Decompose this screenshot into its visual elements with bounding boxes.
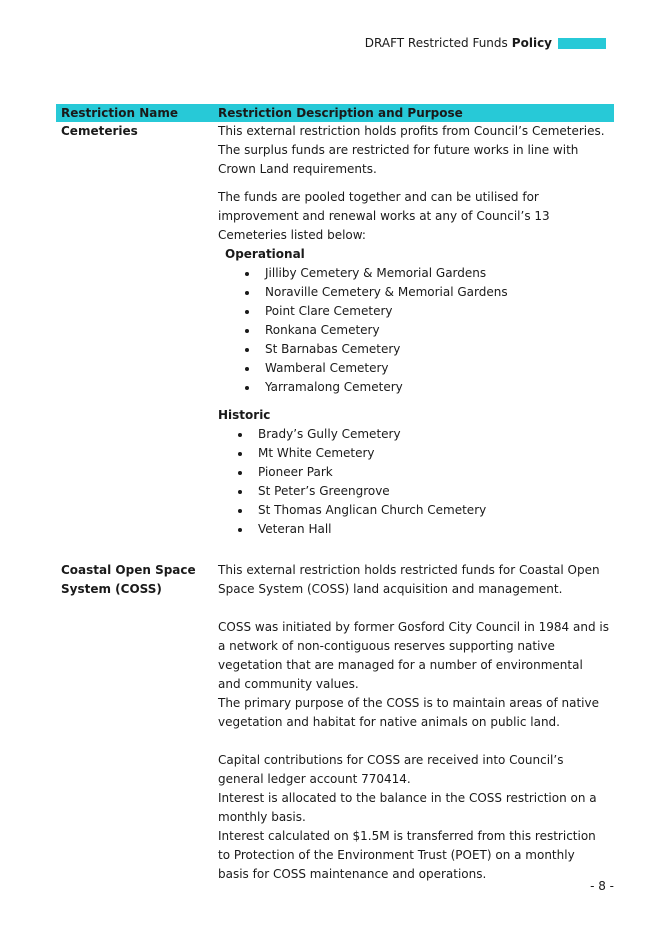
list-item-label: Ronkana Cemetery xyxy=(265,323,380,337)
table-row-cemeteries xyxy=(56,122,614,561)
list-item-label: St Barnabas Cemetery xyxy=(265,342,401,356)
list-item xyxy=(218,463,609,482)
historic-cemeteries-list xyxy=(218,425,609,539)
bullet-icon xyxy=(238,452,242,456)
bullet-icon xyxy=(238,509,242,513)
list-item xyxy=(218,501,609,520)
restriction-description xyxy=(213,561,614,884)
list-item xyxy=(218,482,609,501)
list-item-label: Wamberal Cemetery xyxy=(265,361,389,375)
list-item xyxy=(218,359,609,378)
header-title-strong: Policy xyxy=(511,36,552,50)
list-item xyxy=(218,283,609,302)
description-paragraph: This external restriction holds profits from Council’s Cemeteries. The surplus funds are restricted for future works in line with Crown Land requirements. xyxy=(218,124,605,176)
list-item-label: St Peter’s Greengrove xyxy=(258,484,390,498)
restriction-name xyxy=(56,561,213,884)
list-item-label: Yarramalong Cemetery xyxy=(265,380,403,394)
list-item-label: Noraville Cemetery & Memorial Gardens xyxy=(265,285,508,299)
bullet-icon xyxy=(245,386,249,390)
list-item-label: Mt White Cemetery xyxy=(258,446,375,460)
bullet-icon xyxy=(245,310,249,314)
header-accent-bar xyxy=(558,38,606,49)
description-paragraph: The primary purpose of the COSS is to maintain areas of native vegetation and habitat for native animals on public land. xyxy=(218,696,599,729)
restriction-name-line: System (COSS) xyxy=(61,582,162,596)
restriction-description xyxy=(213,122,614,561)
list-item xyxy=(218,321,609,340)
list-item-label: St Thomas Anglican Church Cemetery xyxy=(258,503,487,517)
description-paragraph: Capital contributions for COSS are received into Council’s general ledger account 770414. xyxy=(218,753,564,786)
list-item xyxy=(218,378,609,397)
list-item xyxy=(218,425,609,444)
header-title: DRAFT Restricted Funds xyxy=(364,36,508,50)
list-item-label: Brady’s Gully Cemetery xyxy=(258,427,401,441)
list-item xyxy=(218,264,609,283)
list-item xyxy=(218,444,609,463)
description-paragraph: Interest is allocated to the balance in the COSS restriction on a monthly basis. xyxy=(218,791,597,824)
column-header-name: Restriction Name xyxy=(61,106,178,120)
description-paragraph: This external restriction holds restricted funds for Coastal Open Space System (COSS) land acquisition and management. xyxy=(218,563,600,596)
bullet-icon xyxy=(245,329,249,333)
description-paragraph: COSS was initiated by former Gosford City Council in 1984 and is a network of non-contiguous reserves supporting native vegetation that are managed for a number of environmental and community values. xyxy=(218,620,609,691)
bullet-icon xyxy=(245,367,249,371)
list-item-label: Jilliby Cemetery & Memorial Gardens xyxy=(265,266,487,280)
restriction-name-line: Coastal Open Space xyxy=(61,563,196,577)
table-header-row xyxy=(56,104,614,122)
description-paragraph: Interest calculated on $1.5M is transferred from this restriction to Protection of the Environment Trust (POET) on a monthly basis for COSS maintenance and operations. xyxy=(218,829,596,881)
page-number: - 8 - xyxy=(590,879,614,893)
bullet-icon xyxy=(238,528,242,532)
bullet-icon xyxy=(245,291,249,295)
bullet-icon xyxy=(238,490,242,494)
operational-cemeteries-list xyxy=(218,264,609,397)
restrictions-table xyxy=(56,104,614,884)
description-paragraph: The funds are pooled together and can be utilised for improvement and renewal works at any of Council’s 13 Cemeteries listed below: xyxy=(218,190,550,242)
list-item xyxy=(218,302,609,321)
restriction-name: Cemeteries xyxy=(61,124,138,138)
page-header xyxy=(365,36,606,50)
list-item-label: Point Clare Cemetery xyxy=(265,304,393,318)
bullet-icon xyxy=(238,471,242,475)
list-item-label: Pioneer Park xyxy=(258,465,333,479)
list-item-label: Veteran Hall xyxy=(258,522,332,536)
operational-heading: Operational xyxy=(225,247,305,261)
column-header-description: Restriction Description and Purpose xyxy=(218,106,463,120)
table-row-coss xyxy=(56,561,614,884)
bullet-icon xyxy=(245,272,249,276)
list-item xyxy=(218,520,609,539)
bullet-icon xyxy=(238,433,242,437)
historic-heading: Historic xyxy=(218,408,271,422)
bullet-icon xyxy=(245,348,249,352)
list-item xyxy=(218,340,609,359)
